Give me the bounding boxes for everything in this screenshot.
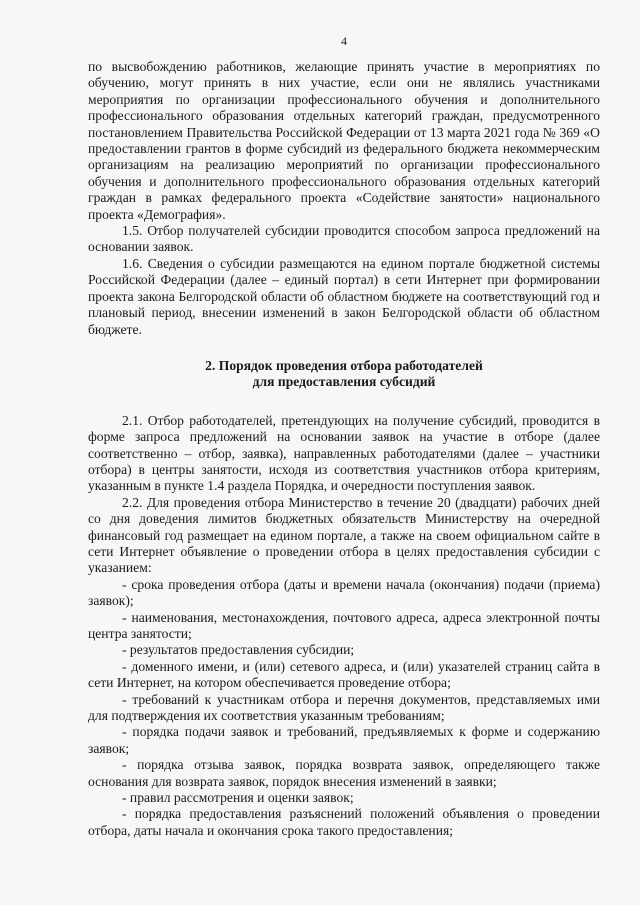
section-2-heading [88,358,600,391]
clause-1-6: 1.6. Сведения о субсидии размещаются на едином портале бюджетной системы Российской Федерации (далее – единый портал) в сети Интернет при формировании проекта закона Белгородской области об областном бюджете на соответствующий год и плановый период, внесении изменений в закон Белгородской области об областном бюджете. [88,255,600,337]
section-2-title-line-1: 2. Порядок проведения отбора работодателей [205,357,483,373]
section-2-title-line-2: для предоставления субсидий [252,374,436,390]
list-item: - результатов предоставления субсидии; [122,642,355,658]
list-item: - наименования, местонахождения, почтового адреса, адреса электронной почты центра занятости; [88,609,600,641]
list-item: - порядка отзыва заявок, порядка возврата заявок, определяющего также основания для возврата заявок, порядок внесения изменений в заявки; [88,757,600,789]
clause-2-1: 2.1. Отбор работодателей, претендующих на получение субсидий, проводится в форме запроса предложений на основании заявок на участие в отборе (далее соответственно – отбор, заявка), направленных работодателями (далее – участники отбора) в центры занятости, исходя из соответствия участников отбора критериям, указанным в пункте 1.4 раздела Порядка, и очередности поступления заявок. [88,412,600,494]
list-item: - порядка предоставления разъяснений положений объявления о проведении отбора, даты начала и окончания срока такого предоставления; [88,806,600,838]
page-number: 4 [341,34,347,48]
clause-1-5: 1.5. Отбор получателей субсидии проводится способом запроса предложений на основании заявок. [88,223,600,255]
intro-paragraph: по высвобождению работников, желающие принять участие в мероприятиях по обучению, могут принять в них участие, если они не являлись участниками мероприятия по организации профессионального обучения и дополнительного профессионального образования отдельных категорий граждан, предусмотренного постановлением Правительства Российской Федерации от 13 марта 2021 года № 369 «О предоставлении грантов в форме субсидий из федерального бюджета некоммерческим организациям на реализацию мероприятий по организации профессионального обучения и дополнительного профессионального образования отдельных категорий граждан в рамках федерального проекта «Содействие занятости» национального проекта «Демография». [88,59,600,222]
list-item: - порядка подачи заявок и требований, предъявляемых к форме и содержанию заявок; [88,724,600,756]
clause-2-2: 2.2. Для проведения отбора Министерство в течение 20 (двадцати) рабочих дней со дня доведения лимитов бюджетных обязательств Министерству на очередной финансовый год размещает на едином портале, а также на своем официальном сайте в сети Интернет объявление о проведении отбора в целях предоставления субсидии с указанием: [88,494,600,576]
list-item: - доменного имени, и (или) сетевого адреса, и (или) указателей страниц сайта в сети Интернет, на котором обеспечивается проведение отбора; [88,658,600,691]
list-item: - требований к участникам отбора и перечня документов, представляемых ими для подтверждения их соответствия указанным требованиям; [88,691,600,724]
list-item: - правил рассмотрения и оценки заявок; [122,790,354,806]
list-item: - срока проведения отбора (даты и времени начала (окончания) подачи (приема) заявок); [88,576,600,609]
